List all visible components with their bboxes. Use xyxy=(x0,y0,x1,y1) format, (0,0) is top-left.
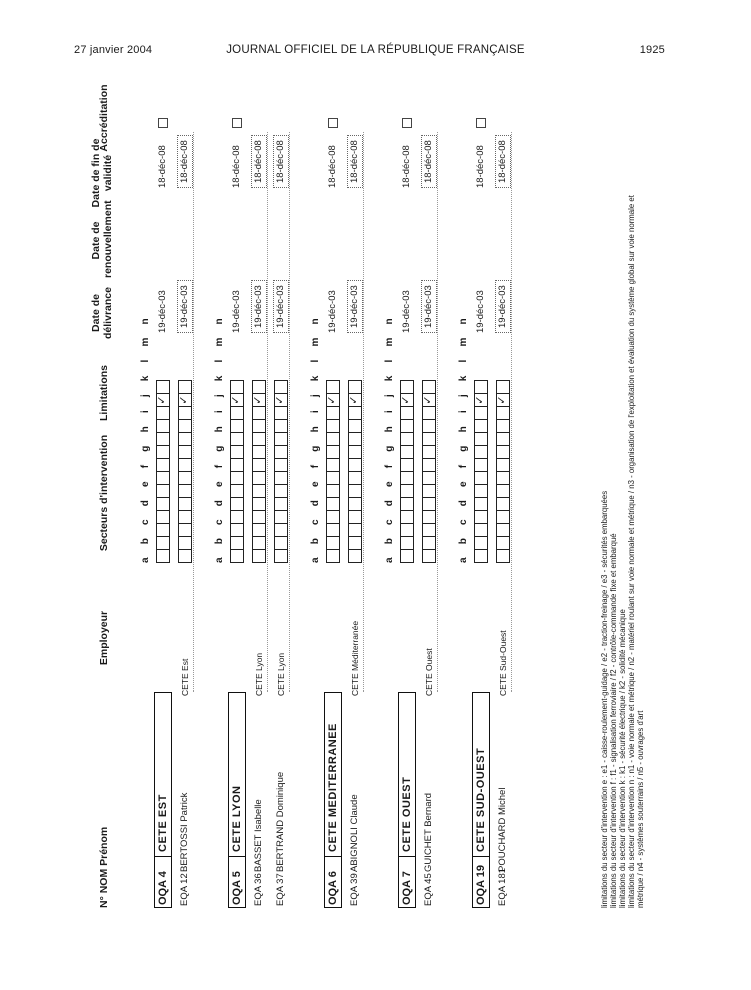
group-sector-box[interactable] xyxy=(156,406,170,420)
row-sector-box[interactable] xyxy=(252,445,266,459)
row-sector-box[interactable] xyxy=(422,458,436,472)
group-header xyxy=(154,692,172,908)
row-sector-box[interactable] xyxy=(178,484,192,498)
group-date-delivrance: 19-déc-03 xyxy=(327,290,338,333)
row-sector-box[interactable] xyxy=(496,523,510,537)
group-sector-box[interactable] xyxy=(230,510,244,524)
group-sector-box[interactable] xyxy=(156,510,170,524)
row-sector-box[interactable] xyxy=(348,445,362,459)
group-date-fin: 18-déc-08 xyxy=(157,145,168,188)
accreditation-checkbox[interactable] xyxy=(232,118,242,128)
rotated-table xyxy=(90,84,645,908)
group-sector-box[interactable] xyxy=(400,445,414,459)
group-sector-box[interactable] xyxy=(156,458,170,472)
row-sector-box[interactable] xyxy=(252,432,266,446)
row-sector-box[interactable] xyxy=(178,458,192,472)
footnote-line: métrique / n4 - systèmes souterrains / n5 - ouvrages d'art xyxy=(636,710,645,908)
row-sector-box[interactable] xyxy=(178,406,192,420)
row-sector-box[interactable] xyxy=(274,419,288,433)
row-sector-box[interactable]: ✓ xyxy=(422,393,436,407)
group-header xyxy=(398,692,416,908)
group-sector-box[interactable]: ✓ xyxy=(474,393,488,407)
row-sector-box[interactable] xyxy=(178,471,192,485)
group-date-delivrance: 19-déc-03 xyxy=(475,290,486,333)
group-name: CETE OUEST xyxy=(401,776,413,852)
row-sector-boxes xyxy=(496,381,510,563)
row-sector-box[interactable] xyxy=(348,549,362,563)
group-sector-box[interactable] xyxy=(156,419,170,433)
group-sector-box[interactable] xyxy=(156,536,170,550)
group-code: OQA 4 xyxy=(155,856,171,905)
row-name: BERTRAND Dominique xyxy=(275,771,286,872)
header-page-number: 1925 xyxy=(639,44,665,56)
row-sector-box[interactable] xyxy=(496,458,510,472)
row-date-delivrance: 19-déc-03 xyxy=(251,280,267,333)
group-sector-boxes xyxy=(230,381,244,563)
row-employer: CETE Sud-Ouest xyxy=(498,630,508,696)
row-sector-box[interactable]: ✓ xyxy=(274,393,288,407)
group-sector-box[interactable] xyxy=(326,549,340,563)
row-sector-box[interactable] xyxy=(496,406,510,420)
row-sector-box[interactable] xyxy=(348,419,362,433)
group-date-fin: 18-déc-08 xyxy=(475,145,486,188)
row-sector-box[interactable] xyxy=(496,510,510,524)
row-sector-box[interactable] xyxy=(348,536,362,550)
group-sector-box[interactable] xyxy=(400,549,414,563)
row-name: BERTOSSI Patrick xyxy=(179,792,190,872)
group-sector-boxes xyxy=(156,381,170,563)
group-sector-box[interactable] xyxy=(326,536,340,550)
row-dotted-line xyxy=(437,132,438,692)
group-sector-box[interactable] xyxy=(400,419,414,433)
row-sector-box[interactable] xyxy=(252,497,266,511)
row-sector-box[interactable] xyxy=(422,471,436,485)
row-sector-box[interactable] xyxy=(252,536,266,550)
group-sector-box[interactable] xyxy=(326,484,340,498)
row-date-fin: 18-déc-08 xyxy=(347,135,363,188)
group-sector-box[interactable] xyxy=(230,380,244,394)
row-sector-boxes xyxy=(422,381,436,563)
row-employer: CETE Ouest xyxy=(424,648,434,696)
row-sector-box[interactable] xyxy=(178,432,192,446)
group-sector-box[interactable] xyxy=(326,419,340,433)
group-sector-box[interactable] xyxy=(474,471,488,485)
group-name: CETE SUD-OUEST xyxy=(475,747,487,852)
group-sector-box[interactable] xyxy=(230,536,244,550)
row-date-delivrance: 19-déc-03 xyxy=(495,280,511,333)
row-sector-box[interactable] xyxy=(348,523,362,537)
row-sector-box[interactable] xyxy=(252,458,266,472)
group-sector-box[interactable] xyxy=(474,484,488,498)
group-sector-box[interactable] xyxy=(230,445,244,459)
row-date-delivrance: 19-déc-03 xyxy=(347,280,363,333)
group-code: OQA 5 xyxy=(229,856,245,905)
group-name: CETE LYON xyxy=(231,785,243,852)
header-date: 27 janvier 2004 xyxy=(74,44,153,56)
row-sector-box[interactable] xyxy=(274,406,288,420)
row-sector-box[interactable] xyxy=(348,380,362,394)
row-sector-box[interactable] xyxy=(274,458,288,472)
row-sector-box[interactable] xyxy=(274,484,288,498)
group-sector-box[interactable] xyxy=(230,458,244,472)
group-code: OQA 19 xyxy=(473,856,489,905)
row-dotted-line xyxy=(193,132,194,692)
group-sector-box[interactable] xyxy=(474,523,488,537)
group-sector-boxes xyxy=(400,381,414,563)
row-sector-box[interactable] xyxy=(422,536,436,550)
group-sector-box[interactable] xyxy=(230,523,244,537)
row-sector-box[interactable] xyxy=(422,497,436,511)
header-journal-title: JOURNAL OFFICIEL DE LA RÉPUBLIQUE FRANÇAISE xyxy=(226,44,525,56)
sector-letters: a b c d e f g h i j k l m n xyxy=(214,313,225,563)
row-sector-box[interactable] xyxy=(422,406,436,420)
group-sector-box[interactable] xyxy=(326,510,340,524)
sector-letters: a b c d e f g h i j k l m n xyxy=(310,313,321,563)
col-header-fin-validite: Date de fin de validité xyxy=(90,138,114,208)
row-date-delivrance: 19-déc-03 xyxy=(273,280,289,333)
row-dotted-line xyxy=(511,132,512,692)
row-sector-boxes xyxy=(178,381,192,563)
col-header-accreditation: Accréditation xyxy=(98,84,110,152)
group-sector-box[interactable] xyxy=(326,523,340,537)
group-sector-box[interactable] xyxy=(400,484,414,498)
group-header xyxy=(324,692,342,908)
footnote-line: limitations du secteur d'intervention e : e1 - caisse-roulement-guidage / e2 - traction-freinage / e3 - sécurités embarquées xyxy=(600,490,609,908)
row-employer: CETE Lyon xyxy=(276,652,286,696)
row-sector-boxes xyxy=(348,381,362,563)
row-number: EQA 45 xyxy=(423,873,434,906)
row-dotted-line xyxy=(289,132,290,692)
group-sector-box[interactable] xyxy=(400,471,414,485)
row-sector-box[interactable] xyxy=(348,432,362,446)
row-sector-box[interactable] xyxy=(252,510,266,524)
row-name: BASSET Isabelle xyxy=(253,799,264,872)
group-sector-box[interactable] xyxy=(400,497,414,511)
row-sector-box[interactable] xyxy=(274,471,288,485)
group-sector-box[interactable] xyxy=(230,419,244,433)
accreditation-checkbox[interactable] xyxy=(476,118,486,128)
row-sector-box[interactable] xyxy=(422,432,436,446)
group-sector-box[interactable] xyxy=(400,510,414,524)
row-sector-box[interactable] xyxy=(252,549,266,563)
row-sector-box[interactable] xyxy=(422,445,436,459)
row-sector-box[interactable] xyxy=(496,484,510,498)
group-sector-box[interactable] xyxy=(230,484,244,498)
group-sector-boxes xyxy=(326,381,340,563)
group-sector-box[interactable] xyxy=(400,523,414,537)
group-date-delivrance: 19-déc-03 xyxy=(401,290,412,333)
row-sector-boxes xyxy=(274,381,288,563)
row-sector-box[interactable] xyxy=(178,536,192,550)
row-sector-box[interactable] xyxy=(422,549,436,563)
row-sector-box[interactable] xyxy=(252,471,266,485)
group-date-fin: 18-déc-08 xyxy=(401,145,412,188)
group-sector-box[interactable] xyxy=(326,380,340,394)
row-sector-box[interactable] xyxy=(274,510,288,524)
row-date-fin: 18-déc-08 xyxy=(251,135,267,188)
row-sector-box[interactable] xyxy=(496,536,510,550)
group-sector-box[interactable]: ✓ xyxy=(230,393,244,407)
row-name: ABIGNOLI Claude xyxy=(349,794,360,872)
row-sector-box[interactable] xyxy=(348,458,362,472)
row-sector-box[interactable] xyxy=(348,471,362,485)
group-sector-box[interactable] xyxy=(156,445,170,459)
col-header-employeur: Employeur xyxy=(98,610,110,666)
row-sector-box[interactable] xyxy=(496,549,510,563)
row-sector-box[interactable] xyxy=(422,380,436,394)
group-sector-box[interactable] xyxy=(326,497,340,511)
group-sector-box[interactable] xyxy=(474,432,488,446)
group-header xyxy=(472,692,490,908)
group-sector-box[interactable] xyxy=(326,432,340,446)
row-sector-box[interactable] xyxy=(178,380,192,394)
group-date-delivrance: 19-déc-03 xyxy=(231,290,242,333)
sector-letters: a b c d e f g h i j k l m n xyxy=(458,313,469,563)
group-name: CETE EST xyxy=(157,794,169,852)
row-sector-box[interactable]: ✓ xyxy=(252,393,266,407)
group-sector-box[interactable] xyxy=(400,458,414,472)
row-number: EQA 37 xyxy=(275,873,286,906)
row-sector-box[interactable] xyxy=(252,380,266,394)
row-sector-box[interactable] xyxy=(496,380,510,394)
group-sector-box[interactable] xyxy=(326,471,340,485)
group-sector-box[interactable] xyxy=(230,432,244,446)
row-name: GUICHET Bernard xyxy=(423,792,434,872)
row-sector-box[interactable]: ✓ xyxy=(496,393,510,407)
row-number: EQA 181 xyxy=(497,867,508,906)
row-sector-box[interactable] xyxy=(252,523,266,537)
row-sector-box[interactable] xyxy=(496,445,510,459)
group-sector-box[interactable] xyxy=(400,432,414,446)
row-sector-box[interactable] xyxy=(274,523,288,537)
group-sector-box[interactable] xyxy=(326,458,340,472)
group-sector-box[interactable] xyxy=(474,458,488,472)
row-sector-box[interactable] xyxy=(348,484,362,498)
group-sector-box[interactable] xyxy=(156,471,170,485)
row-sector-box[interactable] xyxy=(496,432,510,446)
col-header-nom: N° NOM Prénom xyxy=(98,826,110,908)
row-number: EQA 12 xyxy=(179,873,190,906)
group-sector-box[interactable] xyxy=(474,406,488,420)
row-dotted-line xyxy=(267,132,268,692)
row-name: POUCHARD Michel xyxy=(497,787,508,872)
group-code: OQA 7 xyxy=(399,856,415,905)
row-sector-box[interactable] xyxy=(252,406,266,420)
group-sector-box[interactable] xyxy=(474,419,488,433)
group-sector-box[interactable] xyxy=(230,406,244,420)
group-sector-box[interactable] xyxy=(156,523,170,537)
row-date-fin: 18-déc-08 xyxy=(421,135,437,188)
col-header-secteurs: Secteurs d'intervention xyxy=(98,434,110,552)
row-sector-box[interactable] xyxy=(348,497,362,511)
row-sector-box[interactable] xyxy=(348,510,362,524)
col-header-limitations: Limitations xyxy=(98,365,110,422)
group-sector-box[interactable] xyxy=(474,510,488,524)
group-date-delivrance: 19-déc-03 xyxy=(157,290,168,333)
group-sector-box[interactable] xyxy=(474,445,488,459)
group-sector-box[interactable] xyxy=(326,406,340,420)
row-sector-box[interactable] xyxy=(274,497,288,511)
row-date-fin: 18-déc-08 xyxy=(177,135,193,188)
row-sector-box[interactable] xyxy=(252,484,266,498)
group-sector-box[interactable] xyxy=(474,549,488,563)
row-sector-box[interactable] xyxy=(496,419,510,433)
row-sector-box[interactable] xyxy=(178,445,192,459)
group-sector-box[interactable] xyxy=(156,432,170,446)
row-employer: CETE Est xyxy=(180,658,190,696)
row-date-fin: 18-déc-08 xyxy=(495,135,511,188)
group-sector-box[interactable]: ✓ xyxy=(156,393,170,407)
row-sector-box[interactable] xyxy=(274,536,288,550)
group-name: CETE MEDITERRANEE xyxy=(327,723,339,852)
group-sector-box[interactable] xyxy=(474,497,488,511)
group-sector-box[interactable] xyxy=(230,471,244,485)
group-sector-box[interactable] xyxy=(156,497,170,511)
row-sector-box[interactable] xyxy=(274,549,288,563)
row-sector-box[interactable] xyxy=(496,497,510,511)
accreditation-checkbox[interactable] xyxy=(402,118,412,128)
group-sector-box[interactable] xyxy=(326,445,340,459)
row-sector-boxes xyxy=(252,381,266,563)
group-sector-box[interactable] xyxy=(474,536,488,550)
group-sector-box[interactable] xyxy=(400,406,414,420)
row-sector-box[interactable] xyxy=(422,419,436,433)
group-sector-box[interactable] xyxy=(156,484,170,498)
group-date-fin: 18-déc-08 xyxy=(231,145,242,188)
footnote-line: limitations du secteur d'intervention f : f1 - signalisation ferroviaire / f2 - contrôle-commande fixe et embarqué xyxy=(609,533,618,908)
row-sector-box[interactable] xyxy=(178,497,192,511)
row-dotted-line xyxy=(363,132,364,692)
row-employer: CETE Lyon xyxy=(254,652,264,696)
group-header xyxy=(228,692,246,908)
row-sector-box[interactable] xyxy=(178,510,192,524)
group-sector-box[interactable] xyxy=(474,380,488,394)
group-code: OQA 6 xyxy=(325,856,341,905)
row-number: EQA 39 xyxy=(349,873,360,906)
accreditation-checkbox[interactable] xyxy=(158,118,168,128)
group-sector-box[interactable] xyxy=(230,549,244,563)
group-sector-boxes xyxy=(474,381,488,563)
row-sector-box[interactable] xyxy=(178,523,192,537)
group-sector-box[interactable] xyxy=(156,380,170,394)
row-sector-box[interactable] xyxy=(496,471,510,485)
group-sector-box[interactable] xyxy=(400,380,414,394)
row-date-delivrance: 19-déc-03 xyxy=(421,280,437,333)
row-sector-box[interactable] xyxy=(178,549,192,563)
row-sector-box[interactable] xyxy=(348,406,362,420)
group-sector-box[interactable] xyxy=(230,497,244,511)
row-sector-box[interactable] xyxy=(274,380,288,394)
sector-letters: a b c d e f g h i j k l m n xyxy=(140,313,151,563)
footnote-line: limitations du secteur d'intervention n : n1 - voie normale et métrique / n2 - matériel roulant sur voie normale et métrique / n3 - organisation de l'exploitation et évaluation du système global sur voie normale et xyxy=(627,195,636,908)
col-header-delivrance: Date de délivrance xyxy=(90,287,114,339)
row-date-fin: 18-déc-08 xyxy=(273,135,289,188)
row-sector-box[interactable] xyxy=(422,510,436,524)
row-sector-box[interactable] xyxy=(274,445,288,459)
accreditation-checkbox[interactable] xyxy=(328,118,338,128)
row-sector-box[interactable] xyxy=(252,419,266,433)
group-sector-box[interactable] xyxy=(156,549,170,563)
group-sector-box[interactable]: ✓ xyxy=(326,393,340,407)
row-date-delivrance: 19-déc-03 xyxy=(177,280,193,333)
group-sector-box[interactable] xyxy=(400,536,414,550)
row-employer: CETE Méditerranée xyxy=(350,620,360,696)
group-sector-box[interactable]: ✓ xyxy=(400,393,414,407)
row-sector-box[interactable]: ✓ xyxy=(178,393,192,407)
row-sector-box[interactable] xyxy=(178,419,192,433)
row-sector-box[interactable]: ✓ xyxy=(348,393,362,407)
row-number: EQA 36 xyxy=(253,873,264,906)
sector-letters: a b c d e f g h i j k l m n xyxy=(384,313,395,563)
group-date-fin: 18-déc-08 xyxy=(327,145,338,188)
row-sector-box[interactable] xyxy=(274,432,288,446)
col-header-renouvellement: Date de renouvellement xyxy=(90,200,114,278)
row-sector-box[interactable] xyxy=(422,523,436,537)
row-sector-box[interactable] xyxy=(422,484,436,498)
footnote-line: limitations du secteur d'intervention k : k1 - sécurité électrique / k2 - solidité mécanique xyxy=(618,609,627,908)
